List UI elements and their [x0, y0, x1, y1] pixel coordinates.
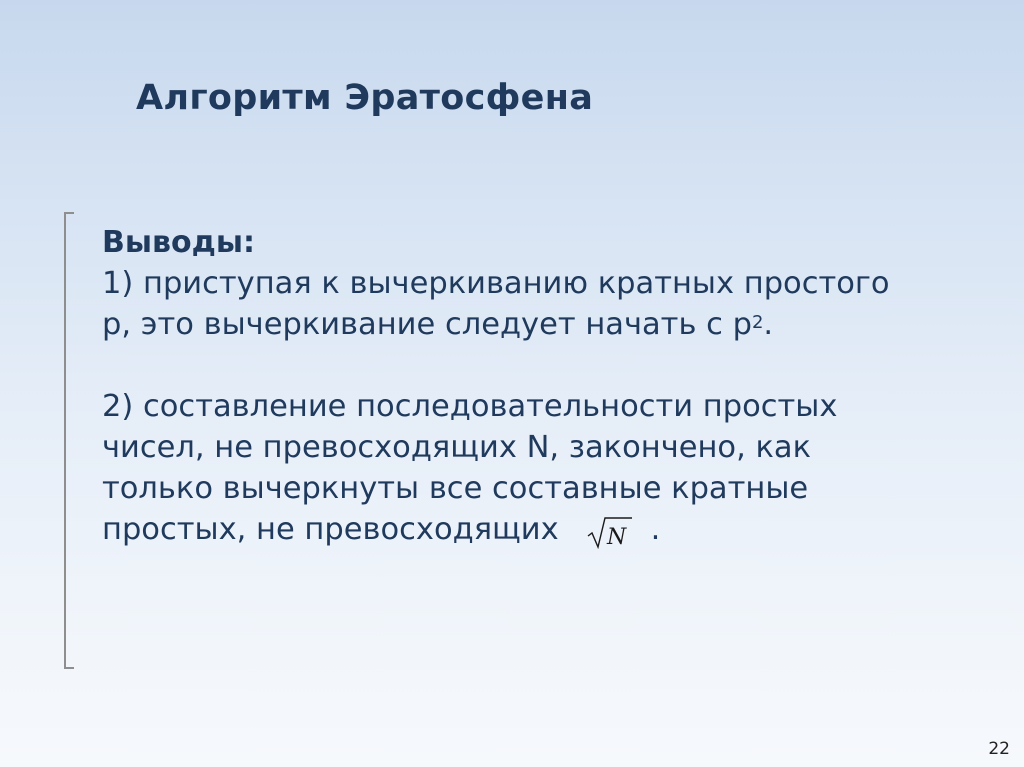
conclusions-heading: Выводы: — [102, 225, 255, 260]
slide-title: Алгоритм Эратосфена — [136, 78, 594, 118]
content-bracket — [64, 212, 74, 669]
point-2-line-1: 2) составление последовательности простых — [102, 389, 838, 424]
point-1-line-2 — [102, 304, 1002, 345]
point-1-text: p, это вычеркивание следует начать с p — [102, 307, 752, 342]
point-2-line-4 — [102, 509, 1002, 560]
page-number: 22 — [988, 739, 1010, 759]
paragraph-gap — [102, 345, 1002, 386]
slide-content — [102, 222, 1002, 560]
point-2-line-2: чисел, не превосходящих N, закончено, как — [102, 430, 812, 465]
point-2-line-3: только вычеркнуты все составные кратные — [102, 471, 809, 506]
square-root-formula — [587, 515, 633, 560]
point-2-text: простых, не превосходящих — [102, 512, 559, 547]
point-1-line-1: 1) приступая к вычеркиванию кратных простого — [102, 266, 890, 301]
point-1-exponent: 2 — [751, 312, 764, 333]
point-2-period: . — [650, 512, 661, 547]
point-1-period: . — [763, 307, 774, 342]
sqrt-sign-icon — [587, 515, 633, 549]
sqrt-variable: N — [606, 525, 626, 549]
